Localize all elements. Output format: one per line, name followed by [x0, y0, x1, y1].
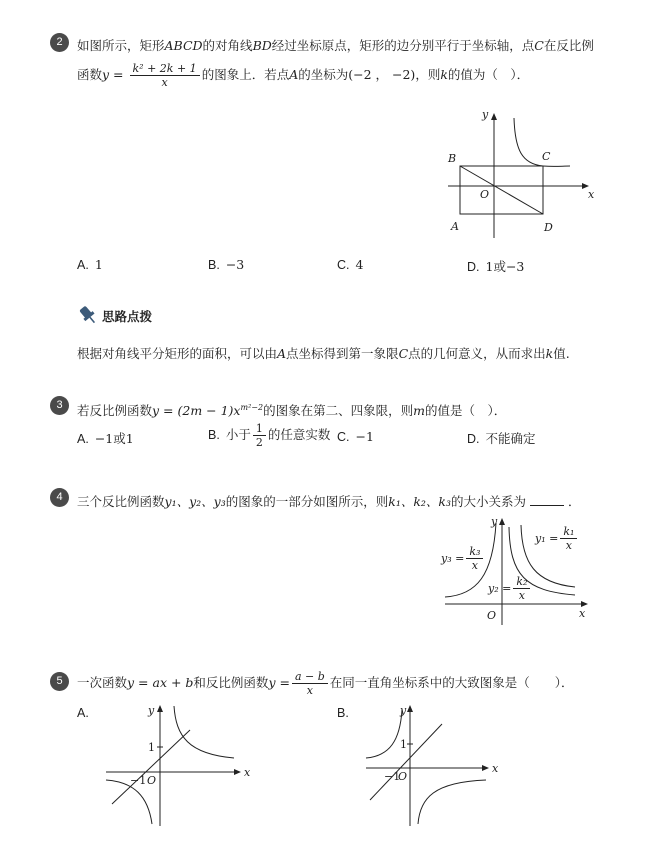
- label-y: y: [148, 704, 155, 717]
- label-one: 1: [148, 741, 155, 754]
- label-o: O: [398, 770, 408, 783]
- q2-text: 的坐标为: [298, 67, 349, 82]
- fraction-denominator: 2: [255, 436, 263, 449]
- math-linear: y = ax + b: [127, 675, 194, 690]
- hyperbola-q1: [174, 706, 234, 758]
- linear-line: [370, 724, 442, 800]
- label-y3: [441, 545, 485, 572]
- q3-text: [77, 401, 506, 419]
- fraction-numerator: k₂: [513, 575, 530, 589]
- fraction-numerator: a − b: [292, 670, 328, 684]
- q2-text: 在反比例: [543, 38, 594, 53]
- q3-text-part: 的图象在第二、四象限，则: [263, 403, 414, 418]
- label-c: C: [542, 150, 551, 163]
- label-o: O: [480, 188, 490, 201]
- label-x: x: [492, 762, 499, 775]
- option-text: −3: [225, 257, 245, 272]
- q3-text-part: 若反比例函数: [77, 403, 153, 418]
- option-text: 4: [355, 257, 364, 272]
- math-y2: y₂ =: [488, 582, 512, 595]
- option-c[interactable]: [337, 257, 363, 272]
- math-funcs: y₁、y₂、y₃: [164, 494, 226, 509]
- option-a[interactable]: [77, 257, 103, 272]
- q2-text: 经过坐标原点，矩形的边分别平行于坐标轴，点: [271, 38, 535, 53]
- math-c: C: [534, 38, 544, 53]
- label-neg-one: −1: [384, 770, 401, 783]
- q2-text: 如图所示，矩形: [77, 38, 165, 53]
- q2-text: 的图象上．若点: [201, 67, 290, 82]
- q3-text-part: 的值是（ ）．: [424, 403, 507, 418]
- answer-blank[interactable]: [530, 493, 564, 506]
- option-d[interactable]: [467, 257, 524, 275]
- tip-text-part: 值.: [553, 346, 570, 361]
- label-one: 1: [400, 738, 407, 751]
- fraction-denominator: x: [565, 539, 572, 552]
- diagonal-bd: [460, 166, 543, 214]
- label-x: x: [244, 766, 251, 779]
- q2-text: 函数: [77, 67, 103, 82]
- fraction-denominator: x: [518, 589, 525, 602]
- q4-text-part: 的图象的一部分如图所示，则: [225, 494, 389, 509]
- option-label: B.: [208, 258, 220, 272]
- option-a[interactable]: [77, 429, 134, 447]
- question-number-badge: 2: [50, 33, 69, 52]
- q2-rectangle-figure: [440, 100, 610, 240]
- q5-text-part: 在同一直角坐标系中的大致图象是（ ）．: [329, 675, 574, 690]
- math-fraction: [253, 422, 266, 449]
- option-text: 1: [94, 257, 103, 272]
- option-label: C.: [337, 430, 350, 444]
- math-formula: y = (2m − 1)x: [152, 403, 241, 418]
- label-y: y: [491, 515, 498, 528]
- label-a: A: [451, 220, 459, 233]
- math-fraction: [560, 525, 577, 552]
- fraction-numerator: k² + 2k + 1: [130, 62, 200, 76]
- option-text: −1或1: [94, 431, 134, 446]
- q5-graph-b: [360, 700, 520, 830]
- q5-graph-a: [100, 700, 260, 830]
- option-text: −1: [355, 429, 374, 444]
- q5-text-part: 一次函数: [77, 675, 128, 690]
- label-o: O: [487, 609, 497, 622]
- option-a[interactable]: [77, 705, 95, 720]
- label-o: O: [147, 774, 157, 787]
- question-number-badge: 4: [50, 488, 69, 507]
- option-text: 不能确定: [485, 431, 536, 446]
- option-label: A.: [77, 432, 89, 446]
- option-label: B.: [208, 428, 220, 442]
- option-d[interactable]: [467, 429, 536, 447]
- fraction-denominator: x: [471, 559, 478, 572]
- math-a: A: [289, 67, 299, 82]
- q2-text: ，则: [415, 67, 441, 82]
- option-c[interactable]: [337, 429, 374, 444]
- q5-text: [77, 670, 574, 697]
- option-label: A.: [77, 258, 89, 272]
- math-fraction: [130, 62, 200, 89]
- label-y2: [488, 575, 532, 602]
- label-d: D: [544, 221, 553, 234]
- label-neg-one: −1: [130, 774, 147, 787]
- option-text: 小于: [225, 427, 251, 442]
- q4-text: [77, 492, 581, 510]
- math-a: A: [277, 346, 287, 361]
- label-y1: [535, 525, 579, 552]
- option-text: 的任意实数: [267, 427, 331, 442]
- q4-text-part: 三个反比例函数: [77, 494, 165, 509]
- question-number-badge: 3: [50, 396, 69, 415]
- tip-text-part: 根据对角线平分矩形的面积，可以由: [77, 346, 278, 361]
- option-b[interactable]: [208, 422, 330, 449]
- option-label: C.: [337, 258, 350, 272]
- tip-text: [77, 344, 570, 362]
- math-y1: y₁ =: [535, 532, 559, 545]
- tip-text-part: 点的几何意义，从而求出: [408, 346, 546, 361]
- fraction-numerator: k₁: [560, 525, 577, 539]
- label-b: B: [448, 152, 457, 165]
- option-label: D.: [467, 260, 480, 274]
- fraction-numerator: k₃: [466, 545, 483, 559]
- math-coord: (−2 ， −2): [348, 67, 416, 82]
- label-y: y: [400, 704, 407, 717]
- label-y: y: [482, 108, 489, 121]
- option-b[interactable]: [208, 257, 244, 272]
- math-k: k: [545, 346, 554, 361]
- math-c: C: [398, 346, 409, 361]
- tip-text-part: 点坐标得到第一象限: [286, 346, 399, 361]
- math-abcd: ABCD: [164, 38, 203, 53]
- math-fraction: [513, 575, 530, 602]
- option-label: A.: [77, 706, 89, 720]
- fraction-denominator: x: [161, 76, 168, 89]
- fraction-numerator: 1: [253, 422, 266, 436]
- pushpin-icon: [77, 304, 99, 326]
- math-ks: k₁、k₂、k₃: [388, 494, 452, 509]
- tip-title: 思路点拨: [102, 309, 153, 324]
- question-number-badge: 5: [50, 672, 69, 691]
- math-y-eq: y =: [102, 67, 124, 82]
- hyperbola-q2: [366, 710, 402, 758]
- q5-text-part: 和反比例函数: [193, 675, 269, 690]
- option-label: D.: [467, 432, 480, 446]
- q2-text: 的值为（ ）．: [447, 67, 530, 82]
- math-bd: BD: [252, 38, 272, 53]
- math-m: m: [413, 403, 425, 418]
- math-y-eq: y =: [268, 675, 290, 690]
- math-k: k: [440, 67, 448, 82]
- hyperbola-q4: [418, 780, 486, 824]
- math-y3: y₃ =: [441, 552, 465, 565]
- q4-text-part: 的大小关系为: [451, 494, 527, 509]
- math-fraction: [466, 545, 483, 572]
- math-fraction: [292, 670, 328, 697]
- label-x: x: [579, 607, 586, 620]
- q2-text: 的对角线: [202, 38, 253, 53]
- option-b[interactable]: [337, 705, 355, 720]
- q2-text-line2: [77, 62, 529, 89]
- option-label: B.: [337, 706, 349, 720]
- math-exponent: m²−2: [240, 402, 264, 412]
- label-x: x: [588, 188, 595, 201]
- q2-text-line1: [77, 36, 594, 54]
- option-text: 1或−3: [485, 259, 525, 274]
- q4-text-part: ．: [568, 494, 581, 509]
- fraction-denominator: x: [306, 684, 313, 697]
